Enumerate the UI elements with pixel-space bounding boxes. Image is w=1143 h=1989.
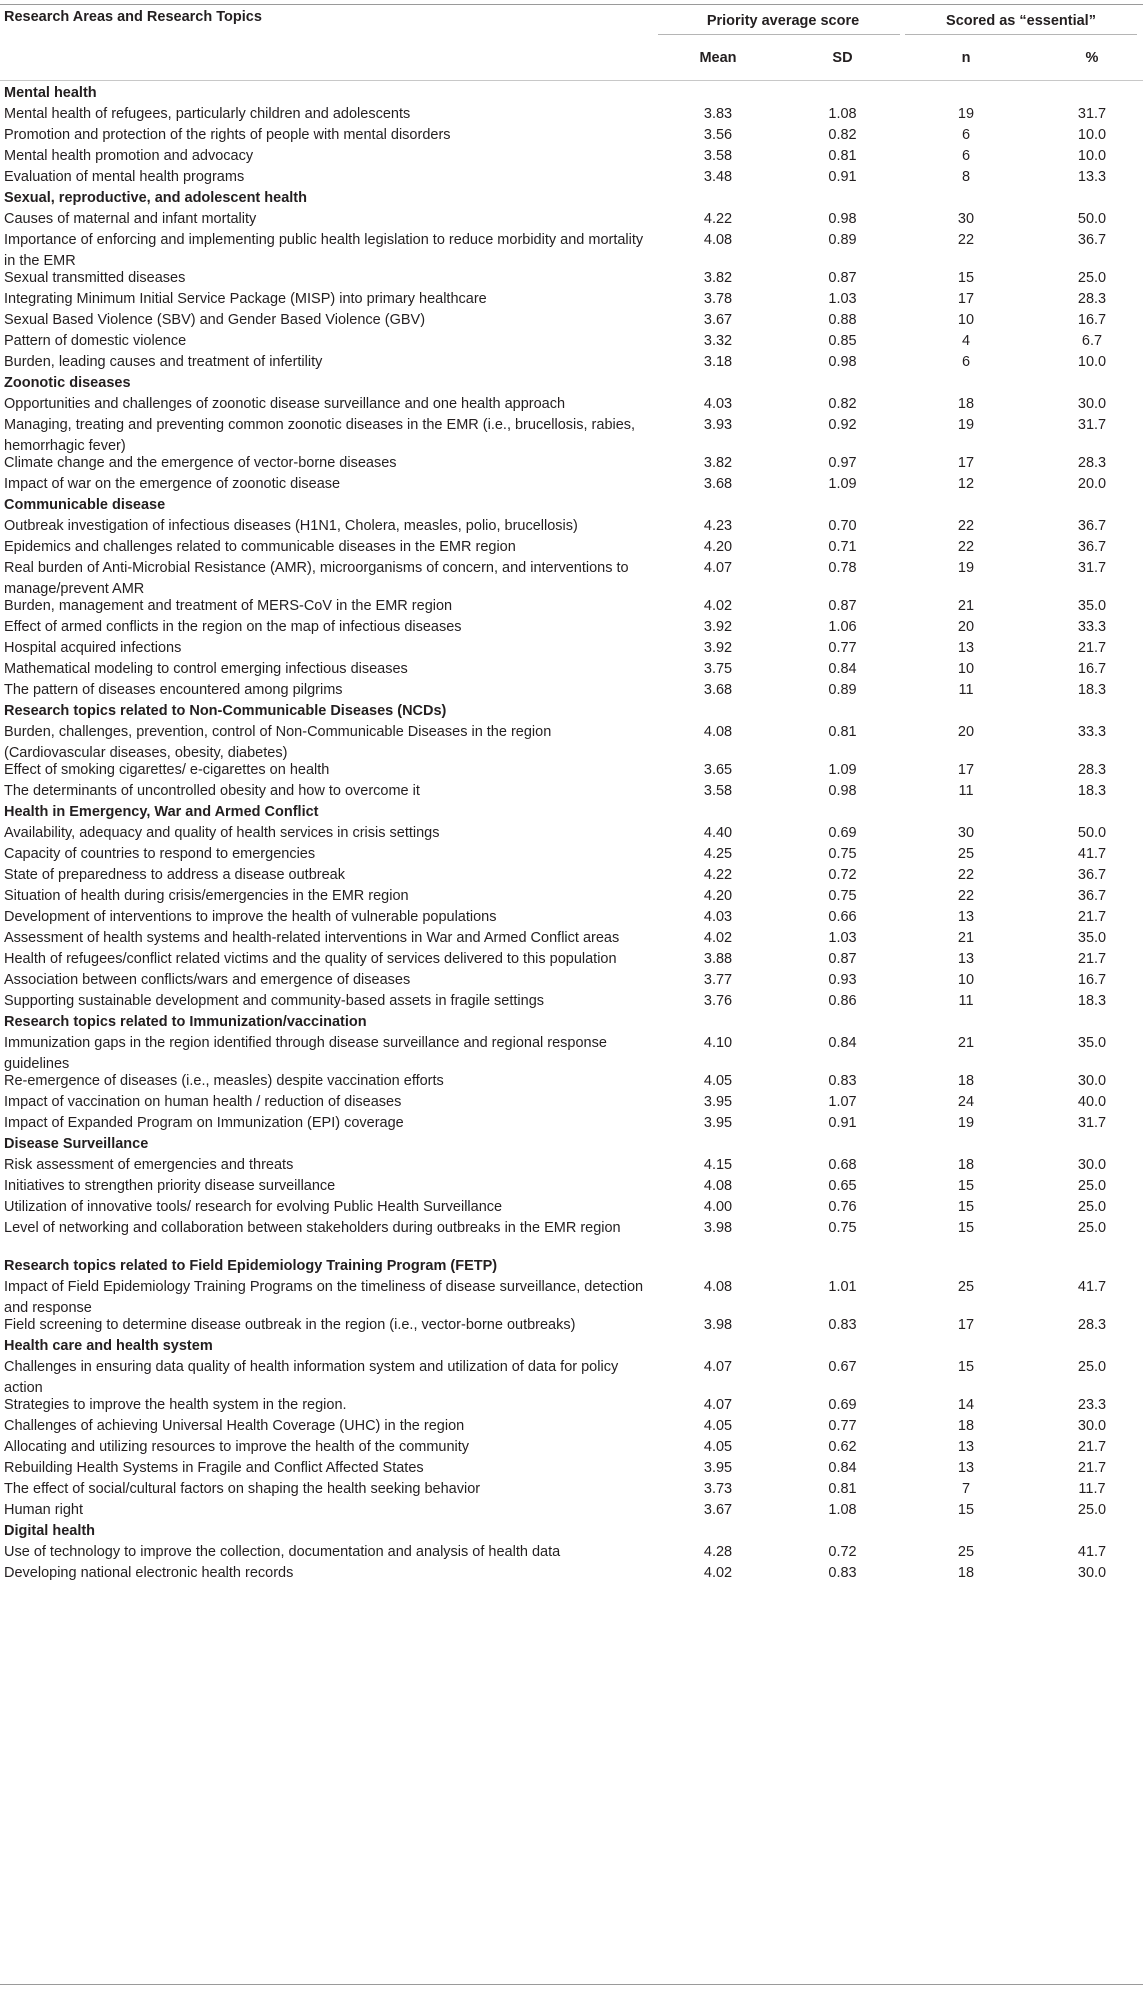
header-priority-average-score: Priority average score xyxy=(706,13,860,29)
row-mean: 3.67 xyxy=(703,1502,733,1518)
row-topic: Situation of health during crisis/emergencies in the EMR region xyxy=(4,888,409,904)
row-n: 19 xyxy=(957,560,975,576)
row-topic: Impact of Expanded Program on Immunization (EPI) coverage xyxy=(4,1115,404,1131)
row-percent: 50.0 xyxy=(1077,211,1107,227)
row-n: 17 xyxy=(957,291,975,307)
row-n: 19 xyxy=(957,1115,975,1131)
row-topic: Hospital acquired infections xyxy=(4,640,182,656)
row-topic: Initiatives to strengthen priority disease surveillance xyxy=(4,1178,336,1194)
row-topic: Real burden of Anti-Microbial Resistance (AMR), microorganisms of concern, and interventions to manage/prevent AMR xyxy=(4,560,629,597)
row-topic: Re-emergence of diseases (i.e., measles) despite vaccination efforts xyxy=(4,1073,444,1089)
row-percent: 6.7 xyxy=(1081,333,1103,349)
row-topic: Challenges of achieving Universal Health Coverage (UHC) in the region xyxy=(4,1418,465,1434)
row-percent: 30.0 xyxy=(1077,1418,1107,1434)
row-n: 22 xyxy=(957,867,975,883)
row-mean: 4.05 xyxy=(703,1439,733,1455)
table-bottom-rule xyxy=(0,1984,1143,1985)
row-topic: Managing, treating and preventing common zoonotic diseases in the EMR (i.e., brucellosis, rabies, hemorrhagic fever) xyxy=(4,417,636,454)
row-topic: Climate change and the emergence of vector-borne diseases xyxy=(4,455,397,471)
row-sd: 0.67 xyxy=(828,1359,857,1375)
row-sd: 0.98 xyxy=(828,783,857,799)
row-mean: 4.08 xyxy=(703,724,733,740)
row-mean: 3.82 xyxy=(703,270,733,286)
row-topic: The effect of social/cultural factors on shaping the health seeking behavior xyxy=(4,1481,481,1497)
row-topic: Causes of maternal and infant mortality xyxy=(4,211,257,227)
header-mean: Mean xyxy=(699,50,737,66)
row-n: 15 xyxy=(957,1220,975,1236)
row-mean: 3.75 xyxy=(703,661,733,677)
row-mean: 4.20 xyxy=(703,539,733,555)
header-scored-essential: Scored as “essential” xyxy=(946,13,1096,29)
row-mean: 3.95 xyxy=(703,1460,733,1476)
row-n: 17 xyxy=(957,455,975,471)
row-topic: Epidemics and challenges related to communicable diseases in the EMR region xyxy=(4,539,516,555)
row-mean: 4.03 xyxy=(703,909,733,925)
row-mean: 3.98 xyxy=(703,1317,733,1333)
row-percent: 31.7 xyxy=(1077,106,1107,122)
section-heading: Mental health xyxy=(4,85,97,101)
row-topic: Impact of Field Epidemiology Training Programs on the timeliness of disease surveillance, detection and response xyxy=(4,1279,644,1316)
row-percent: 35.0 xyxy=(1077,1035,1107,1051)
row-n: 21 xyxy=(957,1035,975,1051)
row-percent: 13.3 xyxy=(1077,169,1107,185)
table-top-rule xyxy=(0,4,1143,5)
row-topic: Outbreak investigation of infectious diseases (H1N1, Cholera, measles, polio, brucellosis) xyxy=(4,518,578,534)
row-topic: Strategies to improve the health system in the region. xyxy=(4,1397,347,1413)
row-mean: 3.32 xyxy=(703,333,733,349)
row-percent: 16.7 xyxy=(1077,312,1107,328)
section-heading: Research topics related to Non-Communicable Diseases (NCDs) xyxy=(4,703,447,719)
row-sd: 0.87 xyxy=(828,270,857,286)
row-topic: Impact of war on the emergence of zoonotic disease xyxy=(4,476,341,492)
row-percent: 18.3 xyxy=(1077,783,1107,799)
section-heading: Communicable disease xyxy=(4,497,166,513)
row-n: 11 xyxy=(958,682,974,698)
row-topic: Field screening to determine disease outbreak in the region (i.e., vector-borne outbreaks) xyxy=(4,1317,576,1333)
row-percent: 41.7 xyxy=(1077,1279,1107,1295)
section-heading: Digital health xyxy=(4,1523,96,1539)
row-percent: 31.7 xyxy=(1077,417,1107,433)
row-n: 18 xyxy=(957,1418,975,1434)
row-percent: 25.0 xyxy=(1077,1199,1107,1215)
row-sd: 1.03 xyxy=(828,291,857,307)
row-mean: 3.76 xyxy=(703,993,733,1009)
row-topic: Association between conflicts/wars and emergence of diseases xyxy=(4,972,411,988)
header-percent: % xyxy=(1085,50,1099,66)
row-topic: The determinants of uncontrolled obesity and how to overcome it xyxy=(4,783,420,799)
row-sd: 1.03 xyxy=(828,930,857,946)
row-percent: 16.7 xyxy=(1077,661,1107,677)
row-topic: Promotion and protection of the rights of people with mental disorders xyxy=(4,127,451,143)
row-percent: 33.3 xyxy=(1077,724,1107,740)
row-sd: 1.09 xyxy=(828,476,857,492)
row-sd: 0.92 xyxy=(828,417,857,433)
row-mean: 3.93 xyxy=(703,417,733,433)
row-sd: 1.08 xyxy=(828,1502,857,1518)
row-sd: 0.83 xyxy=(828,1565,857,1581)
row-sd: 0.78 xyxy=(828,560,857,576)
row-percent: 20.0 xyxy=(1077,476,1107,492)
row-topic: Risk assessment of emergencies and threats xyxy=(4,1157,294,1173)
row-mean: 3.88 xyxy=(703,951,733,967)
row-sd: 0.81 xyxy=(828,724,857,740)
row-percent: 31.7 xyxy=(1077,560,1107,576)
row-n: 10 xyxy=(957,972,975,988)
row-topic: Mental health of refugees, particularly children and adolescents xyxy=(4,106,411,122)
row-topic: Sexual transmitted diseases xyxy=(4,270,186,286)
row-percent: 25.0 xyxy=(1077,1359,1107,1375)
row-topic: Burden, leading causes and treatment of infertility xyxy=(4,354,323,370)
row-topic: Opportunities and challenges of zoonotic disease surveillance and one health approach xyxy=(4,396,566,412)
row-n: 25 xyxy=(957,846,975,862)
row-n: 13 xyxy=(957,1439,975,1455)
row-mean: 3.67 xyxy=(703,312,733,328)
row-mean: 4.28 xyxy=(703,1544,733,1560)
row-topic: Sexual Based Violence (SBV) and Gender Based Violence (GBV) xyxy=(4,312,426,328)
row-topic: Use of technology to improve the collection, documentation and analysis of health data xyxy=(4,1544,561,1560)
row-percent: 35.0 xyxy=(1077,598,1107,614)
row-mean: 3.92 xyxy=(703,640,733,656)
row-sd: 0.83 xyxy=(828,1073,857,1089)
row-percent: 21.7 xyxy=(1077,909,1107,925)
row-n: 19 xyxy=(957,106,975,122)
row-sd: 0.98 xyxy=(828,354,857,370)
row-topic: Rebuilding Health Systems in Fragile and Conflict Affected States xyxy=(4,1460,424,1476)
row-percent: 40.0 xyxy=(1077,1094,1107,1110)
row-n: 15 xyxy=(957,1178,975,1194)
row-mean: 3.65 xyxy=(703,762,733,778)
row-topic: Health of refugees/conflict related victims and the quality of services delivered to this population xyxy=(4,951,617,967)
row-n: 22 xyxy=(957,888,975,904)
row-topic: Developing national electronic health records xyxy=(4,1565,294,1581)
row-percent: 28.3 xyxy=(1077,455,1107,471)
row-topic: Mental health promotion and advocacy xyxy=(4,148,254,164)
row-sd: 0.75 xyxy=(828,1220,857,1236)
row-topic: The pattern of diseases encountered among pilgrims xyxy=(4,682,343,698)
row-percent: 31.7 xyxy=(1077,1115,1107,1131)
row-n: 25 xyxy=(957,1279,975,1295)
row-topic: Effect of armed conflicts in the region on the map of infectious diseases xyxy=(4,619,462,635)
section-heading: Research topics related to Immunization/vaccination xyxy=(4,1014,367,1030)
row-topic: Mathematical modeling to control emerging infectious diseases xyxy=(4,661,408,677)
row-mean: 4.05 xyxy=(703,1418,733,1434)
row-sd: 0.75 xyxy=(828,846,857,862)
row-mean: 4.10 xyxy=(703,1035,733,1051)
row-n: 6 xyxy=(961,148,971,164)
row-percent: 30.0 xyxy=(1077,1073,1107,1089)
row-sd: 0.76 xyxy=(828,1199,857,1215)
row-topic: Human right xyxy=(4,1502,83,1518)
row-mean: 4.25 xyxy=(703,846,733,862)
row-percent: 30.0 xyxy=(1077,1565,1107,1581)
row-n: 14 xyxy=(957,1397,975,1413)
header-research-areas: Research Areas and Research Topics xyxy=(4,9,262,25)
row-percent: 41.7 xyxy=(1077,846,1107,862)
row-sd: 0.84 xyxy=(828,1035,857,1051)
row-sd: 0.82 xyxy=(828,396,857,412)
row-sd: 0.81 xyxy=(828,148,857,164)
row-percent: 36.7 xyxy=(1077,232,1107,248)
row-percent: 21.7 xyxy=(1077,951,1107,967)
row-topic: Supporting sustainable development and community-based assets in fragile settings xyxy=(4,993,545,1009)
row-topic: Assessment of health systems and health-related interventions in War and Armed Conflict areas xyxy=(4,930,620,946)
row-sd: 0.97 xyxy=(828,455,857,471)
row-percent: 25.0 xyxy=(1077,1178,1107,1194)
row-topic: Importance of enforcing and implementing public health legislation to reduce morbidity and mortality in the EMR xyxy=(4,232,644,269)
row-percent: 25.0 xyxy=(1077,1502,1107,1518)
row-mean: 3.56 xyxy=(703,127,733,143)
row-sd: 0.83 xyxy=(828,1317,857,1333)
header-n: n xyxy=(961,50,971,66)
row-topic: Utilization of innovative tools/ research for evolving Public Health Surveillance xyxy=(4,1199,503,1215)
row-percent: 18.3 xyxy=(1077,682,1107,698)
row-topic: Impact of vaccination on human health / reduction of diseases xyxy=(4,1094,402,1110)
row-percent: 23.3 xyxy=(1077,1397,1107,1413)
row-sd: 0.77 xyxy=(828,640,857,656)
row-mean: 4.22 xyxy=(703,211,733,227)
section-heading: Research topics related to Field Epidemiology Training Program (FETP) xyxy=(4,1258,498,1274)
row-sd: 0.81 xyxy=(828,1481,857,1497)
row-n: 11 xyxy=(958,993,974,1009)
row-topic: Capacity of countries to respond to emergencies xyxy=(4,846,316,862)
row-n: 15 xyxy=(957,1199,975,1215)
row-sd: 0.65 xyxy=(828,1178,857,1194)
row-mean: 3.95 xyxy=(703,1094,733,1110)
row-mean: 3.58 xyxy=(703,148,733,164)
header-essential-underline xyxy=(905,34,1137,35)
row-percent: 28.3 xyxy=(1077,1317,1107,1333)
row-n: 20 xyxy=(957,724,975,740)
row-topic: Effect of smoking cigarettes/ e-cigarettes on health xyxy=(4,762,330,778)
row-mean: 4.05 xyxy=(703,1073,733,1089)
row-mean: 4.20 xyxy=(703,888,733,904)
row-percent: 36.7 xyxy=(1077,867,1107,883)
row-mean: 4.02 xyxy=(703,930,733,946)
row-mean: 3.48 xyxy=(703,169,733,185)
row-sd: 0.69 xyxy=(828,1397,857,1413)
row-percent: 11.7 xyxy=(1078,1481,1106,1497)
row-percent: 36.7 xyxy=(1077,539,1107,555)
row-n: 20 xyxy=(957,619,975,635)
row-mean: 4.07 xyxy=(703,560,733,576)
row-mean: 3.77 xyxy=(703,972,733,988)
row-sd: 0.71 xyxy=(828,539,857,555)
row-percent: 35.0 xyxy=(1077,930,1107,946)
row-sd: 0.86 xyxy=(828,993,857,1009)
row-percent: 41.7 xyxy=(1077,1544,1107,1560)
row-sd: 0.87 xyxy=(828,951,857,967)
row-n: 24 xyxy=(957,1094,975,1110)
row-sd: 0.72 xyxy=(828,867,857,883)
section-heading: Sexual, reproductive, and adolescent health xyxy=(4,190,307,206)
row-sd: 0.72 xyxy=(828,1544,857,1560)
row-mean: 3.68 xyxy=(703,476,733,492)
header-priority-underline xyxy=(658,34,900,35)
row-n: 18 xyxy=(957,1073,975,1089)
row-mean: 3.98 xyxy=(703,1220,733,1236)
row-topic: Challenges in ensuring data quality of health information system and utilization of data for policy action xyxy=(4,1359,619,1396)
row-sd: 1.01 xyxy=(828,1279,857,1295)
row-percent: 30.0 xyxy=(1077,396,1107,412)
row-mean: 4.00 xyxy=(703,1199,733,1215)
row-mean: 4.08 xyxy=(703,232,733,248)
row-percent: 36.7 xyxy=(1077,518,1107,534)
row-topic: Development of interventions to improve the health of vulnerable populations xyxy=(4,909,497,925)
row-topic: Immunization gaps in the region identified through disease surveillance and regional response guidelines xyxy=(4,1035,607,1072)
row-n: 10 xyxy=(957,661,975,677)
row-mean: 4.07 xyxy=(703,1397,733,1413)
row-sd: 0.98 xyxy=(828,211,857,227)
row-n: 17 xyxy=(957,762,975,778)
row-n: 22 xyxy=(957,539,975,555)
row-mean: 3.92 xyxy=(703,619,733,635)
row-sd: 0.89 xyxy=(828,232,857,248)
row-n: 7 xyxy=(961,1481,971,1497)
row-n: 18 xyxy=(957,1157,975,1173)
row-n: 18 xyxy=(957,1565,975,1581)
section-heading: Zoonotic diseases xyxy=(4,375,131,391)
row-mean: 4.07 xyxy=(703,1359,733,1375)
row-n: 12 xyxy=(957,476,975,492)
row-n: 15 xyxy=(957,1359,975,1375)
row-mean: 4.03 xyxy=(703,396,733,412)
row-percent: 21.7 xyxy=(1077,1460,1107,1476)
row-percent: 30.0 xyxy=(1077,1157,1107,1173)
row-topic: State of preparedness to address a disease outbreak xyxy=(4,867,345,883)
header-bottom-rule xyxy=(0,80,1143,81)
row-sd: 0.69 xyxy=(828,825,857,841)
row-n: 8 xyxy=(961,169,971,185)
row-mean: 3.18 xyxy=(703,354,733,370)
row-percent: 10.0 xyxy=(1077,127,1107,143)
row-percent: 16.7 xyxy=(1077,972,1107,988)
row-sd: 1.08 xyxy=(828,106,857,122)
row-topic: Pattern of domestic violence xyxy=(4,333,187,349)
row-percent: 21.7 xyxy=(1077,640,1107,656)
row-n: 6 xyxy=(961,354,971,370)
row-n: 19 xyxy=(957,417,975,433)
row-n: 22 xyxy=(957,518,975,534)
row-percent: 25.0 xyxy=(1077,270,1107,286)
row-topic: Level of networking and collaboration between stakeholders during outbreaks in the EMR region xyxy=(4,1220,621,1236)
row-n: 21 xyxy=(957,598,975,614)
row-topic: Burden, challenges, prevention, control of Non-Communicable Diseases in the region (Cardiovascular diseases, obesity, diabetes) xyxy=(4,724,552,761)
row-sd: 0.91 xyxy=(828,169,857,185)
row-n: 13 xyxy=(957,640,975,656)
row-sd: 1.06 xyxy=(828,619,857,635)
row-sd: 0.93 xyxy=(828,972,857,988)
row-topic: Integrating Minimum Initial Service Package (MISP) into primary healthcare xyxy=(4,291,487,307)
section-heading: Health in Emergency, War and Armed Conflict xyxy=(4,804,319,820)
row-mean: 3.82 xyxy=(703,455,733,471)
row-mean: 4.02 xyxy=(703,1565,733,1581)
row-sd: 0.77 xyxy=(828,1418,857,1434)
row-mean: 4.08 xyxy=(703,1279,733,1295)
row-n: 15 xyxy=(957,1502,975,1518)
row-mean: 4.02 xyxy=(703,598,733,614)
row-percent: 50.0 xyxy=(1077,825,1107,841)
row-mean: 4.08 xyxy=(703,1178,733,1194)
row-n: 13 xyxy=(957,909,975,925)
row-percent: 28.3 xyxy=(1077,762,1107,778)
row-n: 30 xyxy=(957,211,975,227)
row-mean: 3.95 xyxy=(703,1115,733,1131)
row-mean: 4.15 xyxy=(703,1157,733,1173)
row-sd: 1.09 xyxy=(828,762,857,778)
row-n: 13 xyxy=(957,1460,975,1476)
row-sd: 0.89 xyxy=(828,682,857,698)
row-n: 4 xyxy=(961,333,971,349)
row-n: 11 xyxy=(958,783,974,799)
row-percent: 25.0 xyxy=(1077,1220,1107,1236)
row-sd: 0.82 xyxy=(828,127,857,143)
row-mean: 3.68 xyxy=(703,682,733,698)
row-sd: 0.70 xyxy=(828,518,857,534)
row-sd: 0.75 xyxy=(828,888,857,904)
row-sd: 0.84 xyxy=(828,661,857,677)
row-n: 10 xyxy=(957,312,975,328)
row-topic: Allocating and utilizing resources to improve the health of the community xyxy=(4,1439,470,1455)
row-topic: Availability, adequacy and quality of health services in crisis settings xyxy=(4,825,440,841)
row-mean: 3.78 xyxy=(703,291,733,307)
row-mean: 3.58 xyxy=(703,783,733,799)
header-sd: SD xyxy=(832,50,853,66)
row-n: 30 xyxy=(957,825,975,841)
row-topic: Burden, management and treatment of MERS-CoV in the EMR region xyxy=(4,598,453,614)
row-mean: 4.40 xyxy=(703,825,733,841)
row-percent: 10.0 xyxy=(1077,354,1107,370)
row-percent: 28.3 xyxy=(1077,291,1107,307)
row-percent: 18.3 xyxy=(1077,993,1107,1009)
row-percent: 36.7 xyxy=(1077,888,1107,904)
row-sd: 0.91 xyxy=(828,1115,857,1131)
row-n: 15 xyxy=(957,270,975,286)
row-sd: 0.87 xyxy=(828,598,857,614)
row-sd: 0.88 xyxy=(828,312,857,328)
row-sd: 1.07 xyxy=(828,1094,857,1110)
row-mean: 4.23 xyxy=(703,518,733,534)
row-mean: 3.83 xyxy=(703,106,733,122)
row-sd: 0.66 xyxy=(828,909,857,925)
row-sd: 0.84 xyxy=(828,1460,857,1476)
row-mean: 3.73 xyxy=(703,1481,733,1497)
row-percent: 33.3 xyxy=(1077,619,1107,635)
section-heading: Disease Surveillance xyxy=(4,1136,149,1152)
row-sd: 0.62 xyxy=(828,1439,857,1455)
row-n: 22 xyxy=(957,232,975,248)
row-n: 21 xyxy=(957,930,975,946)
row-sd: 0.85 xyxy=(828,333,857,349)
row-percent: 10.0 xyxy=(1077,148,1107,164)
row-percent: 21.7 xyxy=(1077,1439,1107,1455)
row-n: 6 xyxy=(961,127,971,143)
row-n: 17 xyxy=(957,1317,975,1333)
row-sd: 0.68 xyxy=(828,1157,857,1173)
section-heading: Health care and health system xyxy=(4,1338,213,1354)
row-mean: 4.22 xyxy=(703,867,733,883)
row-n: 25 xyxy=(957,1544,975,1560)
row-n: 18 xyxy=(957,396,975,412)
row-topic: Evaluation of mental health programs xyxy=(4,169,245,185)
row-n: 13 xyxy=(957,951,975,967)
